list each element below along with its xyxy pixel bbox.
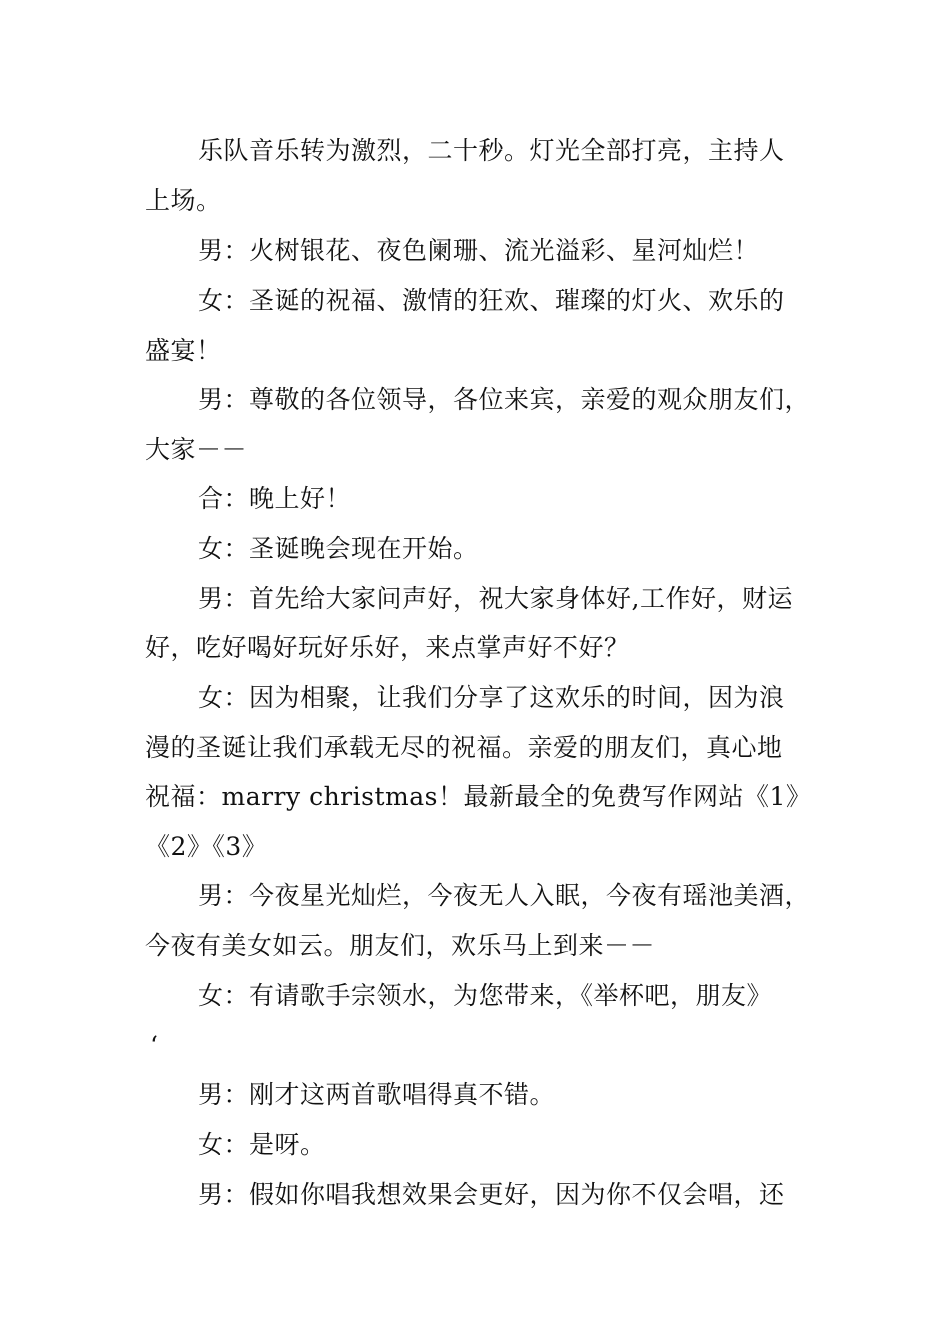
dialogue-line: 大家－－: [145, 435, 248, 464]
dialogue-line: 漫的圣诞让我们承载无尽的祝福。亲爱的朋友们，真心地: [145, 733, 783, 762]
dialogue-line: 盛宴！: [145, 336, 222, 365]
dialogue-line: 男：刚才这两首歌唱得真不错。: [198, 1080, 556, 1109]
dialogue-line: 男：尊敬的各位领导，各位来宾，亲爱的观众朋友们，: [198, 385, 811, 414]
dialogue-line: 女：是呀。: [198, 1130, 326, 1159]
dialogue-line: 今夜有美女如云。朋友们，欢乐马上到来－－: [145, 931, 656, 960]
dialogue-line: 《2》《3》: [145, 832, 268, 861]
dialogue-line: 男：火树银花、夜色阑珊、流光溢彩、星河灿烂！: [198, 236, 760, 265]
dialogue-line: 男：首先给大家问声好，祝大家身体好,工作好，财运: [198, 584, 793, 613]
dialogue-line: 女：圣诞的祝福、激情的狂欢、璀璨的灯火、欢乐的: [198, 286, 785, 315]
dialogue-line: 男：假如你唱我想效果会更好，因为你不仅会唱，还: [198, 1180, 785, 1209]
dialogue-line: ‘: [150, 1031, 159, 1060]
dialogue-line: 女：圣诞晚会现在开始。: [198, 534, 479, 563]
dialogue-line: 祝福：marry christmas！最新最全的免费写作网站《1》: [145, 782, 812, 811]
paragraph-line: 上场。: [145, 186, 222, 215]
dialogue-line: 男：今夜星光灿烂，今夜无人入眠，今夜有瑶池美酒，: [198, 881, 811, 910]
dialogue-line: 女：因为相聚，让我们分享了这欢乐的时间，因为浪: [198, 683, 785, 712]
dialogue-line: 好，吃好喝好玩好乐好，来点掌声好不好？: [145, 633, 630, 662]
dialogue-line: 合：晚上好！: [198, 484, 352, 513]
dialogue-line: 女：有请歌手宗领水，为您带来，《举杯吧，朋友》: [198, 981, 773, 1010]
paragraph-line: 乐队音乐转为激烈，二十秒。灯光全部打亮，主持人: [198, 136, 785, 165]
